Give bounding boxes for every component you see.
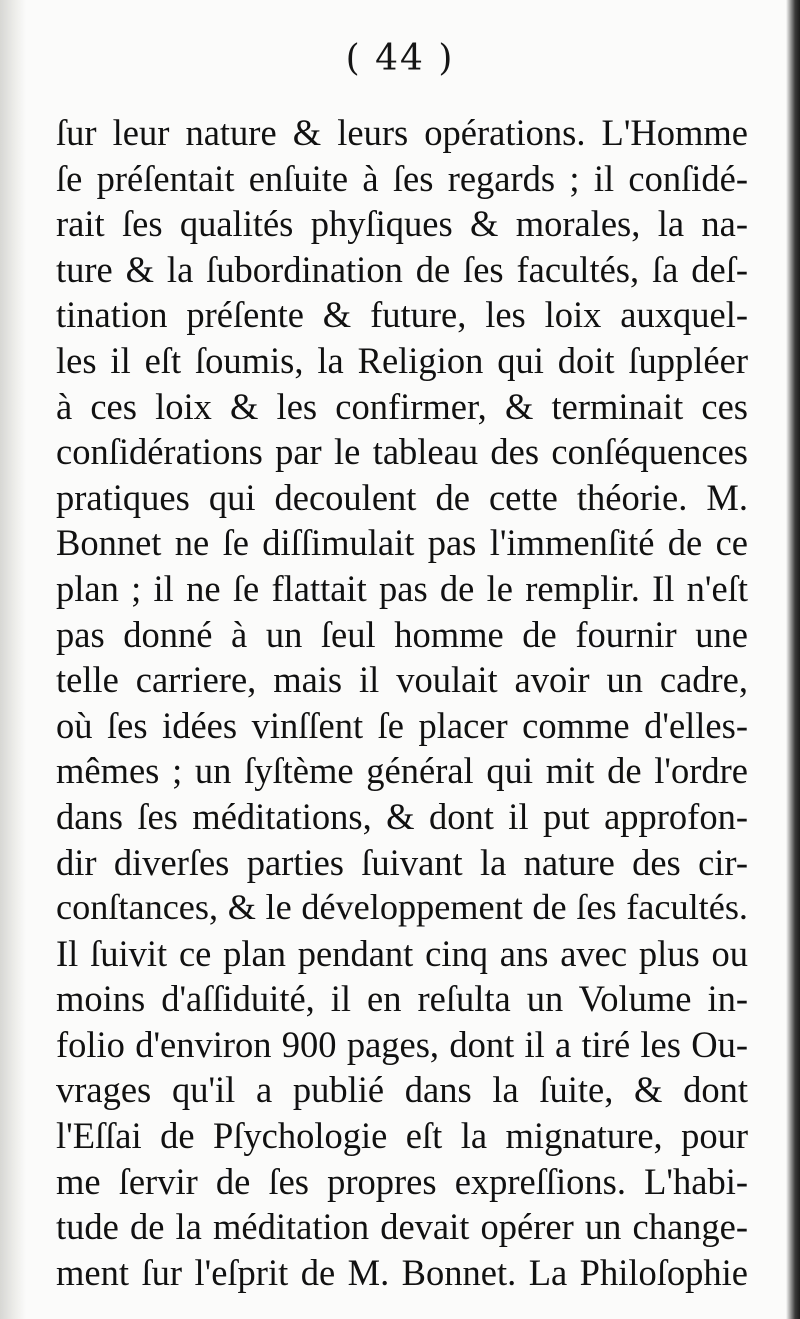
text-line: l'Eſſai de Pſychologie eſt la mignature, pour <box>56 1115 748 1157</box>
text-line: me ſervir de ſes propres expreſſions. L'habi- <box>56 1160 748 1202</box>
text-line: les il eſt ſoumis, la Religion qui doit ſuppléer <box>56 339 748 381</box>
text-line: moins d'aſſiduité, il en reſulta un Volume in- <box>56 978 748 1020</box>
text-line: folio d'environ 900 pages, dont il a tiré les Ou- <box>56 1023 748 1065</box>
text-line: ture & la ſubordination de ſes facultés, ſa deſ- <box>56 248 748 290</box>
text-line: Bonnet ne ſe diſſimulait pas l'immenſité de ce <box>56 522 748 564</box>
text-line: plan ; il ne ſe flattait pas de le remplir. Il n'eſt <box>56 567 748 609</box>
text-line: conſtances, & le développement de ſes facultés. <box>56 887 748 928</box>
text-line: vrages qu'il a publié dans la ſuite, & dont <box>56 1069 748 1111</box>
text-line: ment ſur l'eſprit de M. Bonnet. La Philoſophie <box>56 1251 748 1293</box>
text-line: telle carriere, mais il voulait avoir un cadre, <box>56 659 748 701</box>
text-line: dans ſes méditations, & dont il put approfon- <box>56 795 748 837</box>
body-text <box>56 110 748 1295</box>
text-line: conſidérations par le tableau des conſéquences <box>56 431 748 473</box>
text-line: où ſes idées vinſſent ſe placer comme d'elles- <box>56 704 748 746</box>
text-line: pas donné à un ſeul homme de fournir une <box>56 613 748 655</box>
page-number: ( 44 ) <box>345 38 455 79</box>
text-line: tude de la méditation devait opérer un change- <box>56 1206 748 1248</box>
text-line: ſe préſentait enſuite à ſes regards ; il conſidé- <box>56 157 748 199</box>
text-line: à ces loix & les confirmer, & terminait ces <box>56 385 748 427</box>
text-line: mêmes ; un ſyſtème général qui mit de l'ordre <box>56 750 748 792</box>
text-line: rait ſes qualités phyſiques & morales, la na- <box>56 203 748 245</box>
text-line: Il ſuivit ce plan pendant cinq ans avec plus ou <box>56 932 748 974</box>
text-line: tination préſente & future, les loix auxquel- <box>56 294 748 336</box>
text-line: ſur leur nature & leurs opérations. L'Homme <box>56 112 748 153</box>
page-gutter-shadow <box>0 0 26 1319</box>
text-line: pratiques qui decoulent de cette théorie. M. <box>56 476 748 518</box>
page-edge-shadow <box>786 0 800 1319</box>
text-line: dir diverſes parties ſuivant la nature des cir- <box>56 841 748 883</box>
